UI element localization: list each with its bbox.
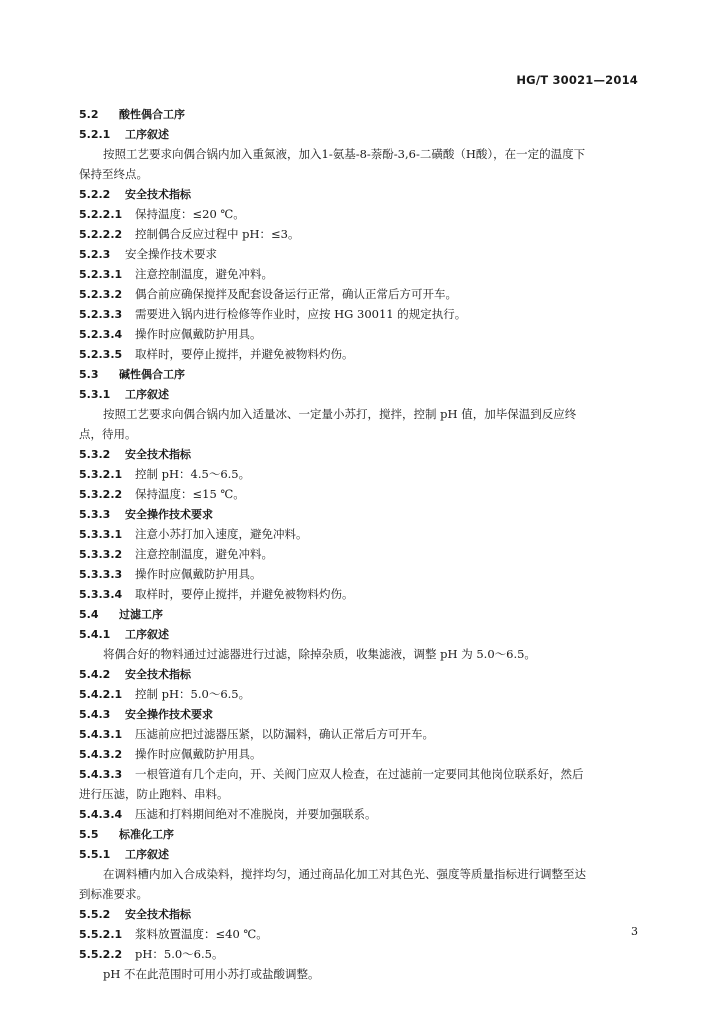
clause-heading: 工序叙述 <box>125 388 169 401</box>
clause-text: 控制偶合反应过程中 pH：≤3。 <box>135 227 300 241</box>
paragraph-line: pH 不在此范围时可用小苏打或盐酸调整。 <box>103 967 320 981</box>
clause-number: 5.4.2.1 <box>79 688 123 701</box>
clause-line <box>79 324 647 344</box>
clause-number: 5.3.2.1 <box>79 468 123 481</box>
clause-text: 取样时，要停止搅拌，并避免被物料灼伤。 <box>135 347 354 361</box>
clause-heading: 安全技术指标 <box>125 908 191 921</box>
clause-line <box>79 924 647 944</box>
clause-number: 5.2.1 <box>79 128 111 141</box>
clause-heading: 碱性偶合工序 <box>119 368 185 381</box>
paragraph-continuation: 保持至终点。 <box>79 167 148 181</box>
clause-text: 偶合前应确保搅拌及配套设备运行正常，确认正常后方可开车。 <box>135 287 457 301</box>
heading-line <box>79 624 647 644</box>
clause-heading: 工序叙述 <box>125 128 169 141</box>
clause-line <box>79 484 647 504</box>
clause-number: 5.5.2 <box>79 908 111 921</box>
page-number: 3 <box>631 925 638 938</box>
clause-number: 5.3.3.4 <box>79 588 123 601</box>
clause-heading: 工序叙述 <box>125 628 169 641</box>
clause-text: 压滤前应把过滤器压紧，以防漏料，确认正常后方可开车。 <box>135 727 434 741</box>
clause-heading: 安全技术指标 <box>125 448 191 461</box>
clause-line <box>79 944 647 964</box>
clause-text: 浆料放置温度：≤40 ℃。 <box>135 927 268 941</box>
clause-line <box>79 684 647 704</box>
paragraph-continuation: 进行压滤，防止跑料、串料。 <box>79 787 229 801</box>
clause-number: 5.5.1 <box>79 848 111 861</box>
clause-number: 5.3 <box>79 368 99 381</box>
clause-heading: 酸性偶合工序 <box>119 108 185 121</box>
clause-line <box>79 584 647 604</box>
clause-number: 5.4.3.4 <box>79 808 123 821</box>
clause-number: 5.2.2.2 <box>79 228 123 241</box>
clause-text: pH：5.0～6.5。 <box>135 947 224 961</box>
clause-text: 需要进入锅内进行检修等作业时，应按 HG 30011 的规定执行。 <box>135 307 467 321</box>
clause-number: 5.2.3.4 <box>79 328 123 341</box>
clause-number: 5.5 <box>79 828 99 841</box>
clause-number: 5.5.2.1 <box>79 928 123 941</box>
clause-line <box>79 284 647 304</box>
heading-line <box>79 504 647 524</box>
clause-number: 5.3.3.1 <box>79 528 123 541</box>
clause-heading: 安全技术指标 <box>125 188 191 201</box>
clause-text: 保持温度：≤20 ℃。 <box>135 207 245 221</box>
clause-line <box>79 344 647 364</box>
clause-line <box>79 744 647 764</box>
clause-text: 控制 pH：5.0～6.5。 <box>135 687 251 701</box>
clause-line <box>79 764 647 784</box>
clause-number: 5.2.3 <box>79 248 111 261</box>
clause-line <box>79 724 647 744</box>
clause-text: 注意小苏打加入速度，避免冲料。 <box>135 527 308 541</box>
clause-line <box>79 544 647 564</box>
paragraph-line: 按照工艺要求向偶合锅内加入适量冰、一定量小苏打，搅拌，控制 pH 值，加毕保温到反应终 <box>103 407 577 421</box>
clause-text: 取样时，要停止搅拌，并避免被物料灼伤。 <box>135 587 354 601</box>
heading-line <box>79 824 647 844</box>
clause-line <box>79 304 647 324</box>
clause-number: 5.4 <box>79 608 99 621</box>
paragraph-line: 按照工艺要求向偶合锅内加入重氮液，加入1-氨基-8-萘酚-3,6-二磺酸（H酸），在一定的温度下 <box>103 147 586 161</box>
clause-number: 5.3.3.3 <box>79 568 123 581</box>
clause-number: 5.4.3.3 <box>79 768 123 781</box>
clause-heading: 标准化工序 <box>119 828 174 841</box>
heading-line <box>79 904 647 924</box>
clause-line <box>79 264 647 284</box>
clause-heading: 过滤工序 <box>119 608 163 621</box>
standard-code: HG/T 30021—2014 <box>516 73 638 87</box>
paragraph-line: 将偶合好的物料通过过滤器进行过滤，除掉杂质，收集滤液，调整 pH 为 5.0～6.5。 <box>103 647 536 661</box>
clause-text: 操作时应佩戴防护用具。 <box>135 747 262 761</box>
heading-line <box>79 364 647 384</box>
clause-text: 控制 pH：4.5～6.5。 <box>135 467 251 481</box>
paragraph-continuation: 到标准要求。 <box>79 887 148 901</box>
clause-heading: 安全操作技术要求 <box>125 508 213 521</box>
paragraph-continuation: 点，待用。 <box>79 427 137 441</box>
clause-number: 5.5.2.2 <box>79 948 123 961</box>
clause-text: 操作时应佩戴防护用具。 <box>135 327 262 341</box>
clause-text: 操作时应佩戴防护用具。 <box>135 567 262 581</box>
clause-number: 5.2.3.1 <box>79 268 123 281</box>
clause-line <box>79 564 647 584</box>
clause-number: 5.2 <box>79 108 99 121</box>
heading-line <box>79 104 647 124</box>
clause-number: 5.2.3.2 <box>79 288 123 301</box>
clause-heading: 安全操作技术要求 <box>125 708 213 721</box>
clause-text: 保持温度：≤15 ℃。 <box>135 487 245 501</box>
clause-line <box>79 524 647 544</box>
clause-heading: 安全技术指标 <box>125 668 191 681</box>
clause-number: 5.3.1 <box>79 388 111 401</box>
clause-number: 5.2.2.1 <box>79 208 123 221</box>
clause-number: 5.3.3 <box>79 508 111 521</box>
clause-line <box>79 204 647 224</box>
clause-heading: 安全操作技术要求 <box>125 247 217 261</box>
heading-line <box>79 844 647 864</box>
clause-text: 压滤和打料期间绝对不准脱岗，并要加强联系。 <box>135 807 377 821</box>
clause-line <box>79 224 647 244</box>
clause-number: 5.2.2 <box>79 188 111 201</box>
document-body <box>79 104 647 984</box>
paragraph-line: 在调料槽内加入合成染料，搅拌均匀，通过商品化加工对其色光、强度等质量指标进行调整至达 <box>103 867 586 881</box>
clause-text: 注意控制温度，避免冲料。 <box>135 547 273 561</box>
clause-line <box>79 464 647 484</box>
clause-number: 5.4.1 <box>79 628 111 641</box>
clause-line <box>79 804 647 824</box>
clause-number: 5.4.2 <box>79 668 111 681</box>
clause-number: 5.4.3 <box>79 708 111 721</box>
clause-number: 5.3.2 <box>79 448 111 461</box>
heading-line <box>79 704 647 724</box>
heading-line <box>79 664 647 684</box>
clause-number: 5.2.3.3 <box>79 308 123 321</box>
clause-text: 一根管道有几个走向，开、关阀门应双人检查，在过滤前一定要同其他岗位联系好，然后 <box>135 767 584 781</box>
clause-number: 5.4.3.1 <box>79 728 123 741</box>
clause-number: 5.2.3.5 <box>79 348 123 361</box>
clause-number: 5.4.3.2 <box>79 748 123 761</box>
heading-line <box>79 124 647 144</box>
clause-text: 注意控制温度，避免冲料。 <box>135 267 273 281</box>
heading-line <box>79 384 647 404</box>
heading-line <box>79 604 647 624</box>
clause-number: 5.3.2.2 <box>79 488 123 501</box>
clause-heading: 工序叙述 <box>125 848 169 861</box>
clause-number: 5.3.3.2 <box>79 548 123 561</box>
heading-line <box>79 184 647 204</box>
heading-line <box>79 444 647 464</box>
heading-line <box>79 244 647 264</box>
